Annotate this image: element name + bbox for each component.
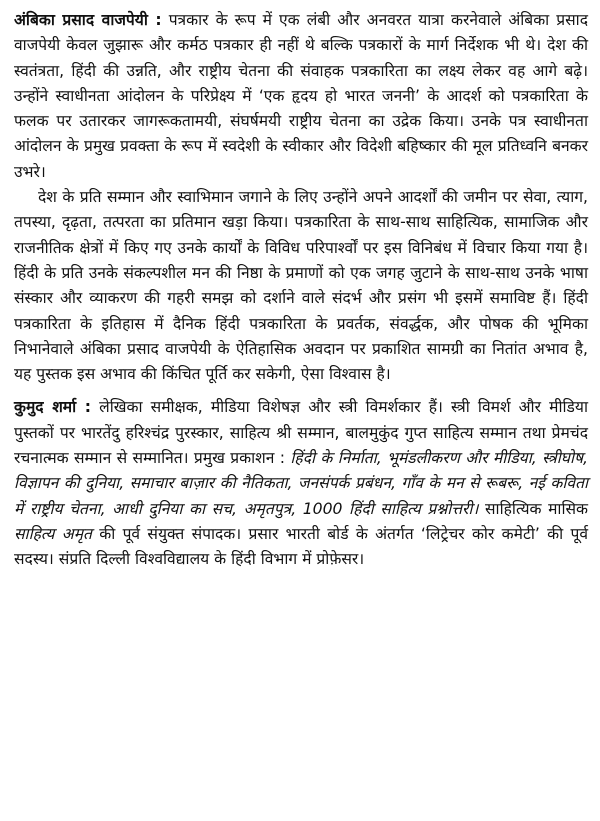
author-intro-text: लेखिका समीक्षक, मीडिया विशेषज्ञ और स्त्री विमर्शकार हैं। स्त्री विमर्श और मीडिया पुस्तकों पर भारतेंदु हरिश्चंद्र पुरस्कार, साहित्य श्री सम्मान, बालमुकुंद गुप्त साहित्य सम्मान तथा प्रेमचंद रचनात्मक सम्मान से सम्मानित। प्रमुख प्रकाशन :	[14, 398, 588, 468]
section-1-paragraph-1-text: पत्रकार के रूप में एक लंबी और अनवरत यात्रा करनेवाले अंबिका प्रसाद वाजपेयी केवल जुझारू और कर्मठ पत्रकार ही नहीं थे बल्कि पत्रकारों के मार्ग निर्देशक भी थे। देश की स्वतंत्रता, हिंदी की उन्नति, और राष्ट्रीय चेतना की संवाहक पत्रकारिता का लक्ष्य लेकर वह आगे बढ़े। उन्होंने स्वाधीनता आंदोलन के परिप्रेक्ष्य में ‘एक हृदय हो भारत जननी’ के आदर्श को पत्रकारिता के फलक पर उतारकर जागरूकतामयी, संघर्षमयी राष्ट्रीय चेतना का उद्रेक किया। उनके पत्र स्वाधीनता आंदोलन के प्रमुख प्रवक्ता के रूप में स्वदेशी के स्वीकार और विदेशी बहिष्कार की मूल प्रतिध्वनि बनकर उभरे।	[14, 11, 588, 181]
section-gap	[14, 387, 588, 395]
author-mid-text: साहित्यिक मासिक	[485, 499, 589, 518]
author-outro-text: की पूर्व संयुक्त संपादक। प्रसार भारती बोर्ड के अंतर्गत ‘लिट्रेचर कोर कमेटी’ की पूर्व सदस्य। संप्रति दिल्ली विश्वविद्यालय के हिंदी विभाग में प्रोफ़ेसर।	[14, 524, 588, 569]
section-1-paragraph-2-text: देश के प्रति सम्मान और स्वाभिमान जगाने के लिए उन्होंने अपने आदर्शों की जमीन पर सेवा, त्याग, तपस्या, दृढ़ता, तत्परता का प्रतिमान खड़ा किया। पत्रकारिता के साथ-साथ साहित्यिक, सामाजिक और राजनीतिक क्षेत्रों में किए गए उनके कार्यों के विविध परिपार्श्वों पर इस विनिबंध में विचार किया गया है। हिंदी के प्रति उनके संकल्पशील मन की निष्ठा के प्रमाणों को एक जगह जुटाने के साथ-साथ उनके भाषा संस्कार और व्याकरण की गहरी समझ को दर्शाने वाले संदर्भ और प्रसंग भी इसमें समाविष्ट हैं। हिंदी पत्रकारिता के इतिहास में दैनिक हिंदी पत्रकारिता के प्रवर्तक, संवर्द्धक, और पोषक की भूमिका निभानेवाले अंबिका प्रसाद वाजपेयी के ऐतिहासिक अवदान पर प्रकाशित सामग्री का नितांत अभाव है, यह पुस्तक इस अभाव की किंचित पूर्ति कर सकेगी, ऐसा विश्वास है।	[14, 188, 588, 384]
section-1-paragraph-1	[14, 8, 588, 185]
magazine-title: साहित्य अमृत	[14, 524, 92, 543]
section-2-paragraph	[14, 395, 588, 572]
section-1-heading: अंबिका प्रसाद वाजपेयी :	[14, 11, 162, 29]
author-works-list: हिंदी के निर्माता, भूमंडलीकरण और मीडिया, स्त्रीघोष, विज्ञापन की दुनिया, समाचार बाज़ार की नैतिकता, जनसंपर्क प्रबंधन, गाँव के मन से रूबरू, नई कविता में राष्ट्रीय चेतना, आधी दुनिया का सच, अमृतपुत्र, 1000 हिंदी साहित्य प्रश्नोत्तरी।	[14, 449, 589, 518]
section-1-paragraph-2	[14, 185, 588, 387]
section-2-heading: कुमुद शर्मा :	[14, 398, 92, 417]
